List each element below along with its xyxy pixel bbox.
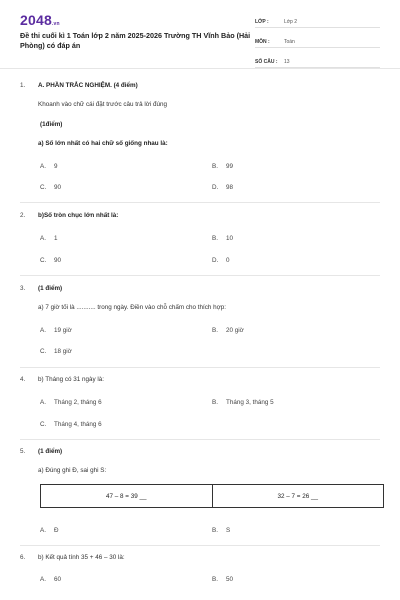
meta-value: Toán: [284, 39, 295, 45]
site-logo[interactable]: 2048.vn: [20, 12, 60, 28]
document-meta: [255, 14, 380, 74]
answer-option[interactable]: C. Tháng 4, tháng 6: [40, 421, 102, 428]
answer-option[interactable]: B. 10: [212, 235, 234, 242]
page-header: [0, 0, 400, 69]
question-number: 5.: [20, 448, 26, 455]
question-text: b) Tháng có 31 ngày là:: [38, 376, 105, 383]
divider: [20, 202, 380, 203]
meta-value: Lớp 2: [284, 19, 298, 25]
answer-option[interactable]: A. Đ: [40, 527, 59, 534]
question-number: 6.: [20, 554, 26, 561]
meta-value: 13: [284, 59, 290, 65]
meta-row-class: [255, 14, 380, 28]
answer-option[interactable]: B. 99: [212, 163, 234, 170]
meta-row-count: [255, 54, 380, 68]
answer-option[interactable]: B. 20 giờ: [212, 327, 244, 334]
question-number: 1.: [20, 82, 26, 89]
divider: [20, 275, 380, 276]
answer-option[interactable]: C. 18 giờ: [40, 348, 72, 355]
points-label: (1 điểm): [38, 285, 63, 292]
answer-option[interactable]: B. Tháng 3, tháng 5: [212, 399, 274, 406]
answer-option[interactable]: A. 19 giờ: [40, 327, 72, 334]
question-text: b) Kết quả tính 35 + 46 – 30 là:: [38, 554, 125, 561]
meta-label: MÔN :: [255, 39, 270, 45]
meta-label: SỐ CÂU :: [255, 59, 278, 65]
answer-option[interactable]: C. 90: [40, 257, 62, 264]
answer-option[interactable]: D. 98: [212, 184, 234, 191]
divider: [20, 545, 380, 546]
table-cell: 47 – 8 = 39 __: [106, 492, 147, 500]
question-number: 2.: [20, 212, 26, 219]
question-text: b)Số tròn chục lớn nhất là:: [38, 212, 119, 219]
question-text: a) 7 giờ tối là ........... trong ngày. Điền vào chỗ chấm cho thích hợp:: [38, 304, 227, 311]
question-number: 3.: [20, 285, 26, 292]
answer-option[interactable]: B. S: [212, 527, 231, 534]
document-title: Đề thi cuối kì 1 Toán lớp 2 năm 2025-2026 Trường TH Vĩnh Bảo (Hải Phòng) có đáp án: [20, 31, 251, 50]
answer-option[interactable]: B. 50: [212, 576, 234, 583]
question-text: a) Đúng ghi Đ, sai ghi S:: [38, 467, 107, 474]
answer-option[interactable]: A. 60: [40, 576, 62, 583]
section-heading: A. PHẦN TRẮC NGHIỆM. (4 điểm): [38, 82, 138, 89]
question-text: Khoanh vào chữ cái đặt trước câu trả lời đúng: [38, 101, 168, 108]
answer-option[interactable]: C. 90: [40, 184, 62, 191]
points-label: (1điểm): [40, 121, 63, 128]
true-false-table: [40, 484, 384, 508]
meta-row-subject: [255, 34, 380, 48]
points-label: (1 điểm): [38, 448, 63, 455]
question-number: 4.: [20, 376, 26, 383]
divider: [20, 439, 380, 440]
answer-option[interactable]: D. 0: [212, 257, 230, 264]
table-cell: 32 – 7 = 26 __: [212, 485, 384, 507]
answer-option[interactable]: A. Tháng 2, tháng 6: [40, 399, 102, 406]
answer-option[interactable]: A. 9: [40, 163, 58, 170]
meta-label: LỚP :: [255, 19, 269, 25]
divider: [20, 367, 380, 368]
question-text: a) Số lớn nhất có hai chữ số giống nhau là:: [38, 140, 168, 147]
answer-option[interactable]: A. 1: [40, 235, 58, 242]
